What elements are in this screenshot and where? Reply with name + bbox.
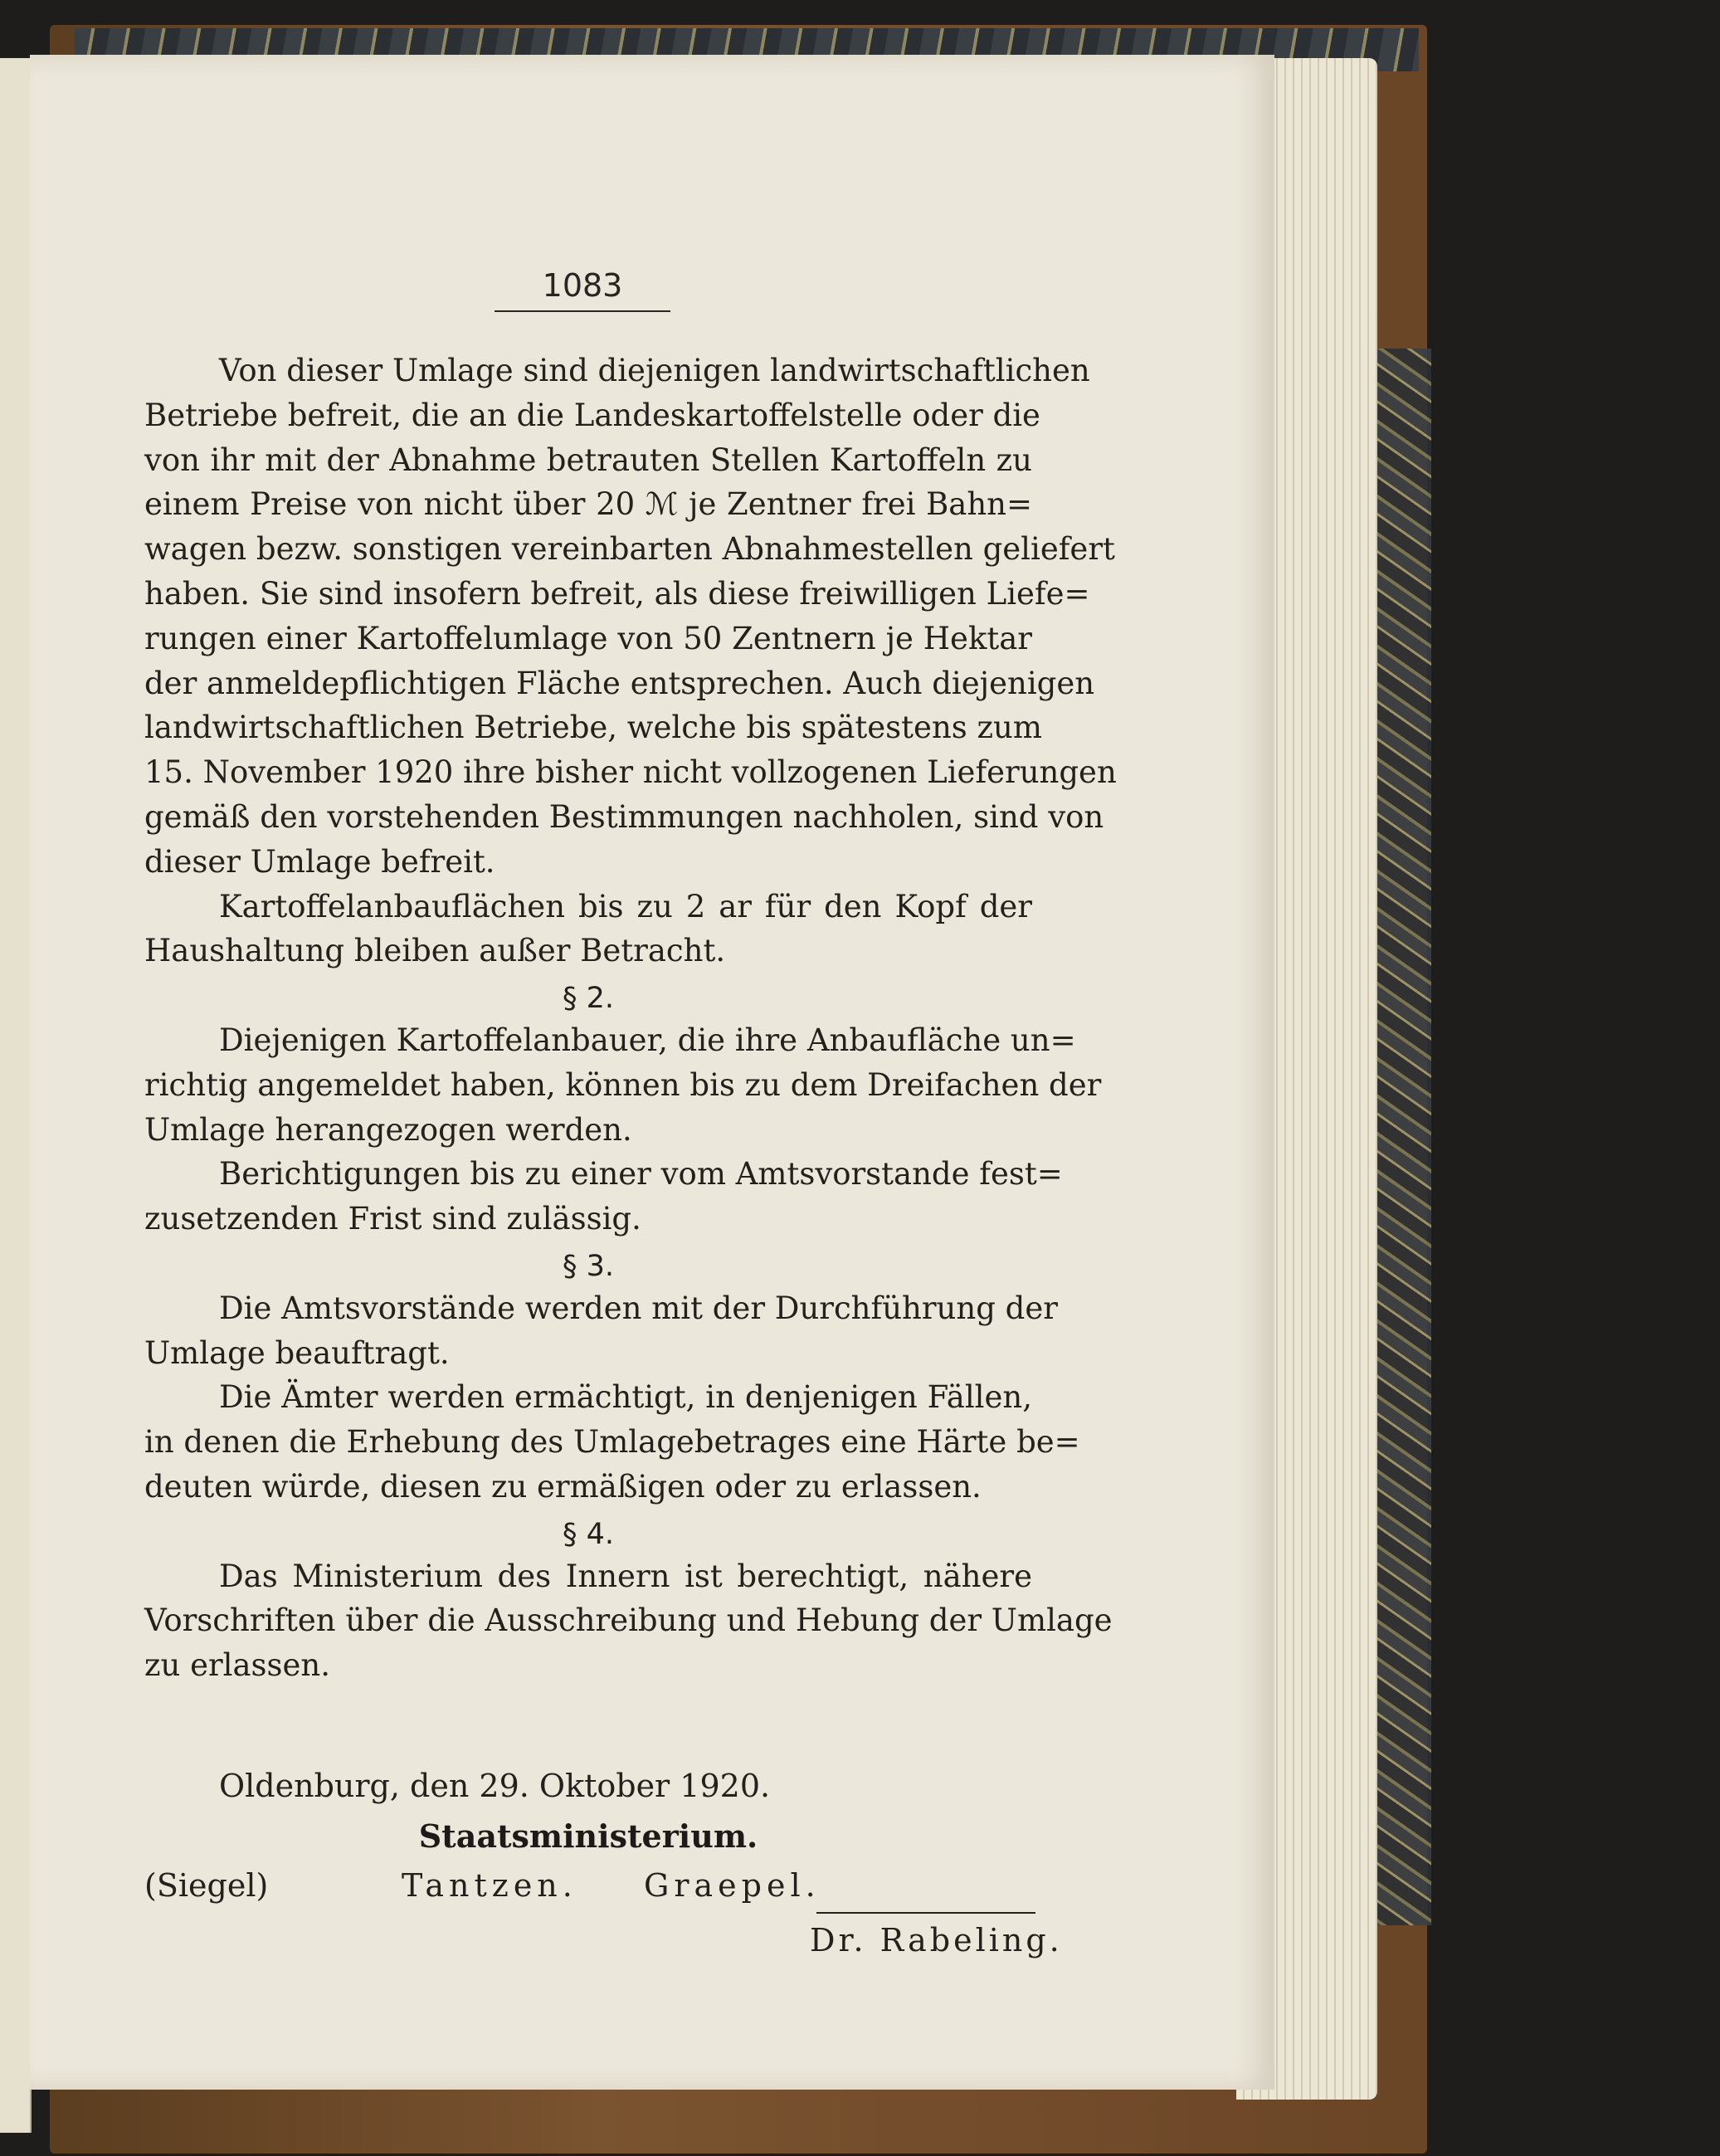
text-line: Kartoffelanbauflächen bis zu 2 ar für den Kopf der: [219, 888, 1032, 924]
signature-rabeling: Dr. Rabeling.: [810, 1922, 1063, 1958]
text-line: richtig angemeldet haben, können bis zu dem Dreifachen der: [144, 1066, 1102, 1103]
ministry-heading: Staatsministerium.: [418, 1817, 758, 1855]
text-line: Umlage beauftragt.: [144, 1334, 450, 1371]
text-line: Berichtigungen bis zu einer vom Amtsvorstande fest=: [219, 1156, 1063, 1193]
text-line: der anmeldepflichtigen Fläche entsprechen. Auch diejenigen: [144, 665, 1095, 701]
text-line: dieser Umlage befreit.: [144, 843, 495, 880]
text-line: wagen bezw. sonstigen vereinbarten Abnahmestellen geliefert: [144, 531, 1115, 568]
text-line: Von dieser Umlage sind diejenigen landwirtschaftlichen: [219, 353, 1090, 388]
text-line: Haushaltung bleiben außer Betracht.: [144, 933, 726, 969]
text-line: zusetzenden Frist sind zulässig.: [144, 1201, 641, 1237]
text-line: Diejenigen Kartoffelanbauer, die ihre Anbaufläche un=: [219, 1022, 1076, 1058]
seal-note: (Siegel): [144, 1867, 269, 1904]
section-heading: § 2.: [562, 982, 615, 1016]
text-line: rungen einer Kartoffelumlage von 50 Zentnern je Hektar: [144, 620, 1032, 656]
facing-page-edge: [0, 58, 32, 2133]
text-line: Umlage herangezogen werden.: [144, 1111, 632, 1148]
body-text: [144, 349, 1117, 1688]
text-line: von ihr mit der Abnahme betrauten Stellen Kartoffeln zu: [144, 441, 1032, 478]
text-line: Die Ämter werden ermächtigt, in denjenigen Fällen,: [219, 1379, 1032, 1416]
text-line: Die Amtsvorstände werden mit der Durchführung der: [219, 1290, 1058, 1326]
text-line: deuten würde, diesen zu ermäßigen oder zu erlassen.: [144, 1468, 982, 1505]
text-line: haben. Sie sind insofern befreit, als diese freiwilligen Liefe=: [144, 575, 1090, 612]
text-line: Das Ministerium des Innern ist berechtigt, nähere: [219, 1558, 1032, 1594]
text-line: in denen die Erhebung des Umlagebetrages eine Härte be=: [144, 1424, 1080, 1461]
signature-tantzen: Tantzen.: [402, 1867, 577, 1904]
text-line: zu erlassen.: [144, 1647, 331, 1684]
text-line: 15. November 1920 ihre bisher nicht vollzogenen Lieferungen: [144, 754, 1117, 791]
signature-rule: [816, 1912, 1035, 1914]
text-line: landwirtschaftlichen Betriebe, welche bis spätestens zum: [144, 710, 1042, 746]
text-line: gemäß den vorstehenden Bestimmungen nachholen, sind von: [144, 798, 1104, 835]
date-line: Oldenburg, den 29. Oktober 1920.: [219, 1768, 771, 1804]
text-line: Betriebe befreit, die an die Landeskartoffelstelle oder die: [144, 397, 1040, 433]
section-heading: § 4.: [562, 1517, 615, 1551]
page-number: 1083: [542, 267, 623, 304]
page-number-rule: [495, 310, 670, 312]
signature-graepel: Graepel.: [644, 1867, 821, 1904]
text-line: einem Preise von nicht über 20 ℳ je Zentner frei Bahn=: [144, 486, 1032, 523]
section-heading: § 3.: [562, 1249, 615, 1283]
text-line: Vorschriften über die Ausschreibung und Hebung der Umlage: [144, 1602, 1113, 1639]
